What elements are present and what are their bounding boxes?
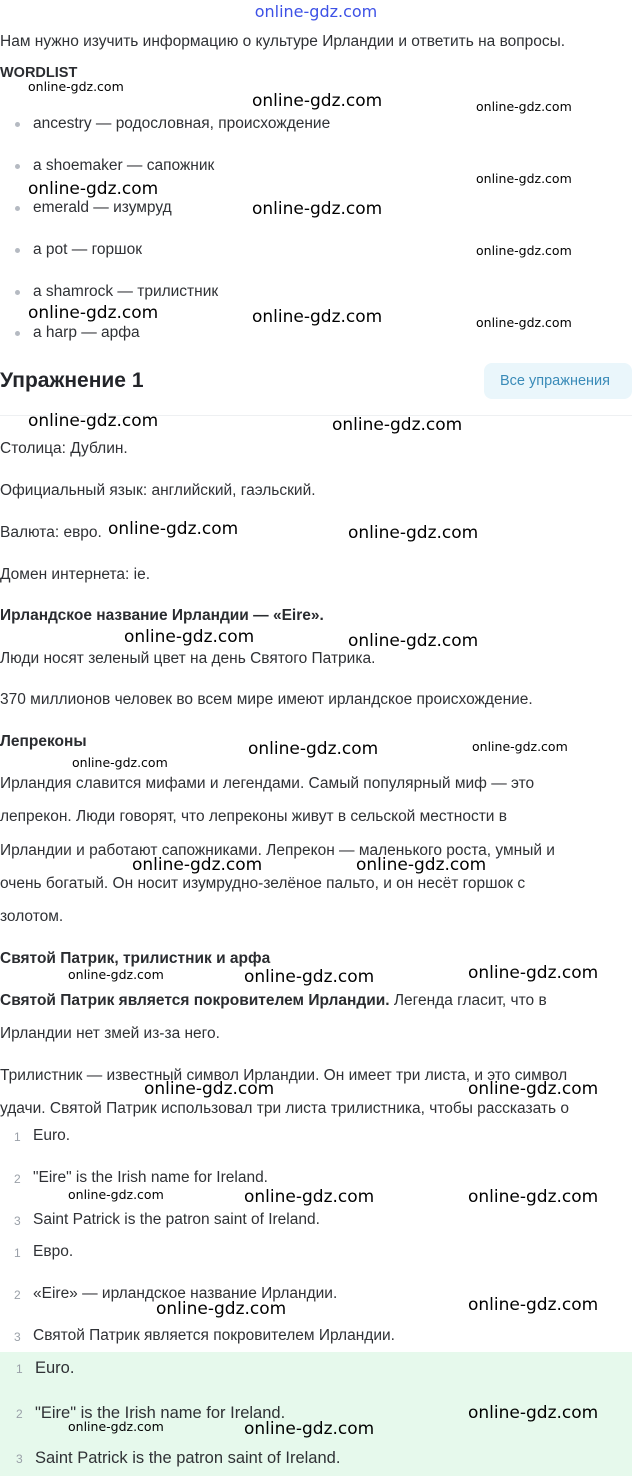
watermark: online-gdz.com: [68, 1419, 164, 1434]
watermark: online-gdz.com: [132, 855, 263, 875]
wordlist-title: WORDLIST: [0, 65, 78, 81]
answer-number: 3: [14, 1214, 21, 1228]
watermark: online-gdz.com: [348, 631, 479, 651]
answer-number: 3: [14, 1330, 21, 1344]
watermark: online-gdz.com: [252, 199, 383, 219]
watermark: online-gdz.com: [28, 303, 159, 323]
answer-number: 1: [14, 1130, 21, 1144]
watermark: online-gdz.com: [468, 1403, 599, 1423]
watermark: online-gdz.com: [108, 519, 239, 539]
watermark: online-gdz.com: [252, 307, 383, 327]
patrick-bold-sentence: Святой Патрик является покровителем Ирландии.: [0, 992, 390, 1009]
watermark: online-gdz.com: [244, 1187, 375, 1207]
watermark: online-gdz.com: [68, 967, 164, 982]
fact-language: Официальный язык: английский, гаэльский.: [0, 482, 316, 499]
watermark: online-gdz.com: [144, 1079, 275, 1099]
answer-number: 1: [14, 1246, 21, 1260]
watermark: online-gdz.com: [348, 523, 479, 543]
shamrock-line: Трилистник — известный символ Ирландии. Он имеет три листа, и это символ: [0, 1067, 568, 1084]
watermark: online-gdz.com: [476, 99, 572, 114]
watermark: online-gdz.com: [332, 415, 463, 435]
watermark: online-gdz.com: [468, 1187, 599, 1207]
answer-ru: Святой Патрик является покровителем Ирландии.: [33, 1327, 395, 1344]
answer-number: 3: [16, 1452, 23, 1466]
exercise-title: Упражнение 1: [0, 369, 144, 392]
answer-number: 2: [16, 1407, 23, 1421]
shamrock-line: удачи. Святой Патрик использовал три листа трилистника, чтобы рассказать о: [0, 1100, 569, 1117]
patrick-line-rest: Легенда гласит, что в: [389, 992, 547, 1009]
wordlist-item: a shoemaker — сапожник: [33, 157, 215, 174]
watermark: online-gdz.com: [476, 171, 572, 186]
watermark: online-gdz.com: [468, 1295, 599, 1315]
irish-name-heading: Ирландское название Ирландии — «Eire».: [0, 607, 324, 624]
watermark: online-gdz.com: [468, 1079, 599, 1099]
answer-number: 1: [16, 1362, 23, 1376]
fact-capital: Столица: Дублин.: [0, 440, 128, 457]
watermark: online-gdz.com: [124, 627, 255, 647]
watermark: online-gdz.com: [244, 1419, 375, 1439]
watermark: online-gdz.com: [248, 739, 379, 759]
watermark: online-gdz.com: [68, 1187, 164, 1202]
answer-green: Saint Patrick is the patron saint of Ireland.: [35, 1449, 341, 1467]
intro-text: Нам нужно изучить информацию о культуре Ирландии и ответить на вопросы.: [0, 33, 566, 50]
patrick-line: [0, 992, 547, 1010]
wordlist-item: emerald — изумруд: [33, 199, 172, 216]
bullet-icon: [15, 206, 20, 211]
watermark: online-gdz.com: [28, 79, 124, 94]
leprechauns-heading: Лепреконы: [0, 733, 87, 750]
leprechauns-line: Ирландия славится мифами и легендами. Самый популярный миф — это: [0, 775, 535, 792]
watermark: online-gdz.com: [476, 243, 572, 258]
wordlist-item: a pot — горшок: [33, 241, 142, 258]
patrick-line: Ирландии нет змей из-за него.: [0, 1025, 220, 1042]
leprechauns-line: золотом.: [0, 908, 64, 925]
patrick-heading: Святой Патрик, трилистник и арфа: [0, 950, 271, 967]
watermark: online-gdz.com: [244, 967, 375, 987]
fact-currency: Валюта: евро.: [0, 524, 102, 541]
watermark: online-gdz.com: [468, 963, 599, 983]
leprechauns-line: очень богатый. Он носит изумрудно-зелёное пальто, и он несёт горшок с: [0, 875, 526, 892]
watermark: online-gdz.com: [476, 315, 572, 330]
bullet-icon: [15, 290, 20, 295]
answer-green: Euro.: [35, 1359, 75, 1377]
fact-domain: Домен интернета: ie.: [0, 566, 151, 583]
leprechauns-line: лепрекон. Люди говорят, что лепреконы живут в сельской местности в: [0, 808, 508, 825]
bullet-icon: [15, 331, 20, 336]
watermark: online-gdz.com: [156, 1299, 287, 1319]
answer-ru: Евро.: [33, 1243, 74, 1260]
leprechauns-line: Ирландии и работают сапожниками. Лепрекон — маленького роста, умный и: [0, 842, 555, 859]
top-watermark: online-gdz.com: [254, 2, 378, 21]
answer-ru: «Eire» — ирландское название Ирландии.: [33, 1285, 338, 1302]
watermark: online-gdz.com: [28, 179, 159, 199]
answer-en: "Eire" is the Irish name for Ireland.: [33, 1169, 268, 1186]
all-exercises-button[interactable]: Все упражнения: [484, 363, 632, 399]
wordlist-item: a harp — арфа: [33, 324, 140, 341]
answer-en: Saint Patrick is the patron saint of Ireland.: [33, 1211, 320, 1228]
wordlist-item: a shamrock — трилистник: [33, 283, 219, 300]
watermark: online-gdz.com: [356, 855, 487, 875]
answer-number: 2: [14, 1288, 21, 1302]
answer-en: Euro.: [33, 1127, 71, 1144]
wordlist-item: ancestry — родословная, происхождение: [33, 115, 331, 132]
watermark: online-gdz.com: [252, 91, 383, 111]
ancestry-text: 370 миллионов человек во всем мире имеют ирландское происхождение.: [0, 691, 533, 708]
bullet-icon: [15, 248, 20, 253]
answer-number: 2: [14, 1172, 21, 1186]
bullet-icon: [15, 122, 20, 127]
green-day-text: Люди носят зеленый цвет на день Святого Патрика.: [0, 650, 376, 667]
watermark: online-gdz.com: [472, 739, 568, 754]
bullet-icon: [15, 164, 20, 169]
watermark: online-gdz.com: [28, 411, 159, 431]
watermark: online-gdz.com: [72, 755, 168, 770]
answer-green: "Eire" is the Irish name for Ireland.: [35, 1404, 286, 1422]
